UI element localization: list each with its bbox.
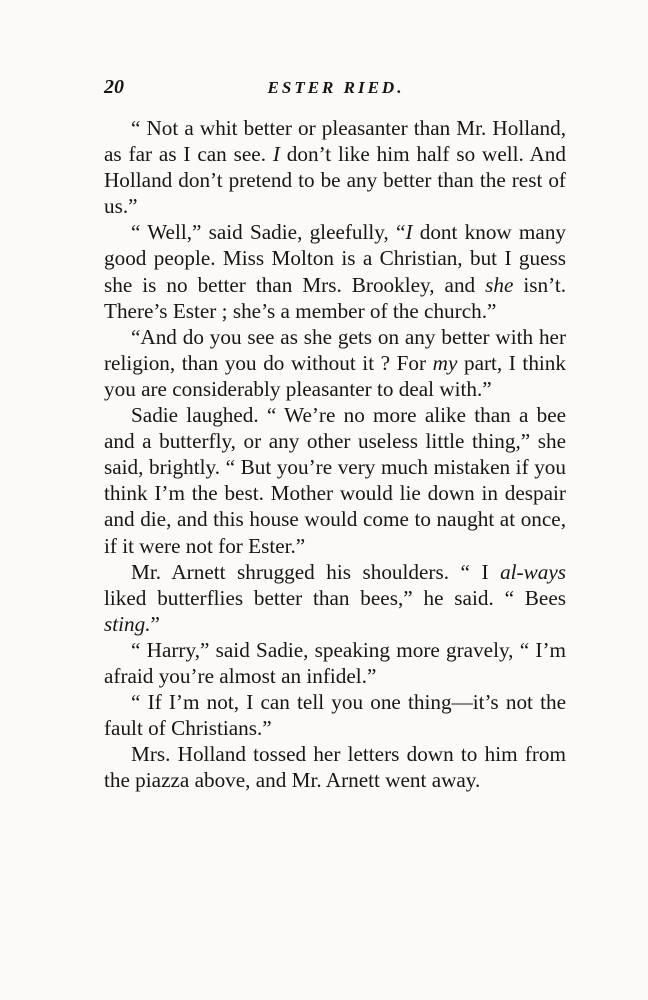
paragraph — [104, 324, 566, 402]
text-run: don’t like him half so well. And Holland don’t pretend to be any better than the rest of us.” — [104, 142, 566, 219]
italic-text: al-ways — [500, 559, 566, 584]
text-run: dont know many good people. Miss Molton is a Christian, but I guess she is no better than Mrs. Brookley, and — [104, 220, 567, 297]
italic-text: I — [405, 220, 413, 245]
text-run: “ If I’m not, I can tell you one thing—it’s not the fault of Christians.” — [104, 690, 566, 741]
paragraph — [104, 219, 566, 323]
text-run: “ Not a whit better or pleasanter than Mr. Holland, as far as I can see. — [104, 116, 566, 167]
text-run: isn’t. There’s Ester ; she’s a member of the church.” — [104, 272, 566, 323]
text-run: “ Well,” said Sadie, gleefully, “ — [131, 220, 406, 245]
running-title: ESTER RIED. — [267, 78, 405, 97]
text-run: Mr. Arnett shrugged his shoulders. “ I — [131, 559, 501, 584]
paragraph — [104, 115, 566, 219]
text-run: Mrs. Holland tossed her letters down to him from the piazza above, and Mr. Arnett went away. — [104, 742, 566, 793]
text-run: part, I think you are considerably pleasanter to deal with.” — [104, 350, 566, 401]
italic-text: I — [272, 142, 280, 167]
paragraph — [104, 637, 566, 689]
text-run: “And do you see as she gets on any better with her religion, than you do without it ? For — [104, 324, 566, 375]
paragraph — [104, 559, 566, 637]
italic-text: sting. — [104, 611, 151, 636]
page-number: 20 — [104, 76, 124, 98]
paragraph — [104, 402, 566, 559]
paragraph — [104, 689, 566, 741]
italic-text: my — [432, 350, 458, 375]
text-run: liked butterflies better than bees,” he said. “ Bees — [104, 585, 566, 610]
text-run: “ Harry,” said Sadie, speaking more gravely, “ I’m afraid you’re almost an infidel.” — [104, 637, 566, 688]
text-run: ” — [150, 611, 160, 636]
page-header — [104, 76, 568, 104]
paragraph — [104, 741, 566, 793]
text-run: Sadie laughed. “ We’re no more alike than a bee and a butterfly, or any other useless little thing,” she said, brightly. “ But you’re very much mistaken if you think I’m the best. Mother would lie down in despair and die, and this house would come to naught at once, if it were not for Ester.” — [104, 403, 566, 558]
body-text — [104, 115, 566, 793]
italic-text: she — [485, 272, 514, 297]
